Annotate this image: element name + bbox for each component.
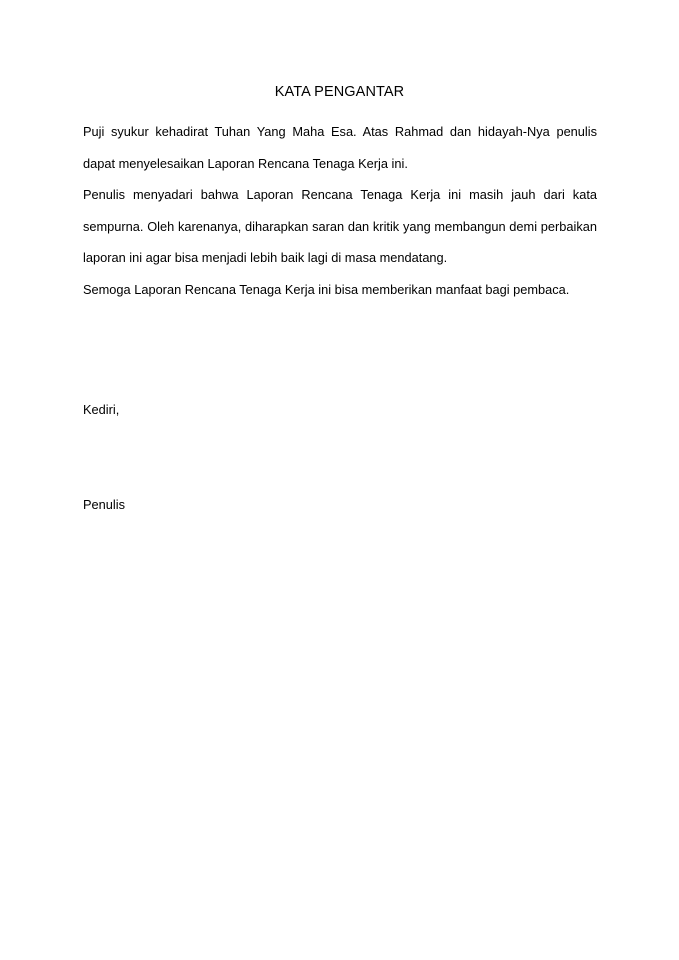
- paragraph-gratitude: Puji syukur kehadirat Tuhan Yang Maha Esa. Atas Rahmad dan hidayah-Nya penulis dapat menyelesaikan Laporan Rencana Tenaga Kerja ini.: [83, 124, 597, 171]
- page-title: KATA PENGANTAR: [274, 84, 405, 100]
- paragraph-acknowledgement: Penulis menyadari bahwa Laporan Rencana Tenaga Kerja ini masih jauh dari kata sempurna. Oleh karenanya, diharapkan saran dan kritik yang membangun demi perbaikan laporan ini agar bisa menjadi lebih baik lagi di masa mendatang.: [83, 187, 597, 265]
- closing-author: Penulis: [83, 497, 125, 512]
- closing-place: Kediri,: [83, 402, 120, 417]
- body-text: [83, 116, 597, 305]
- paragraph-hope: Semoga Laporan Rencana Tenaga Kerja ini bisa memberikan manfaat bagi pembaca.: [83, 281, 570, 297]
